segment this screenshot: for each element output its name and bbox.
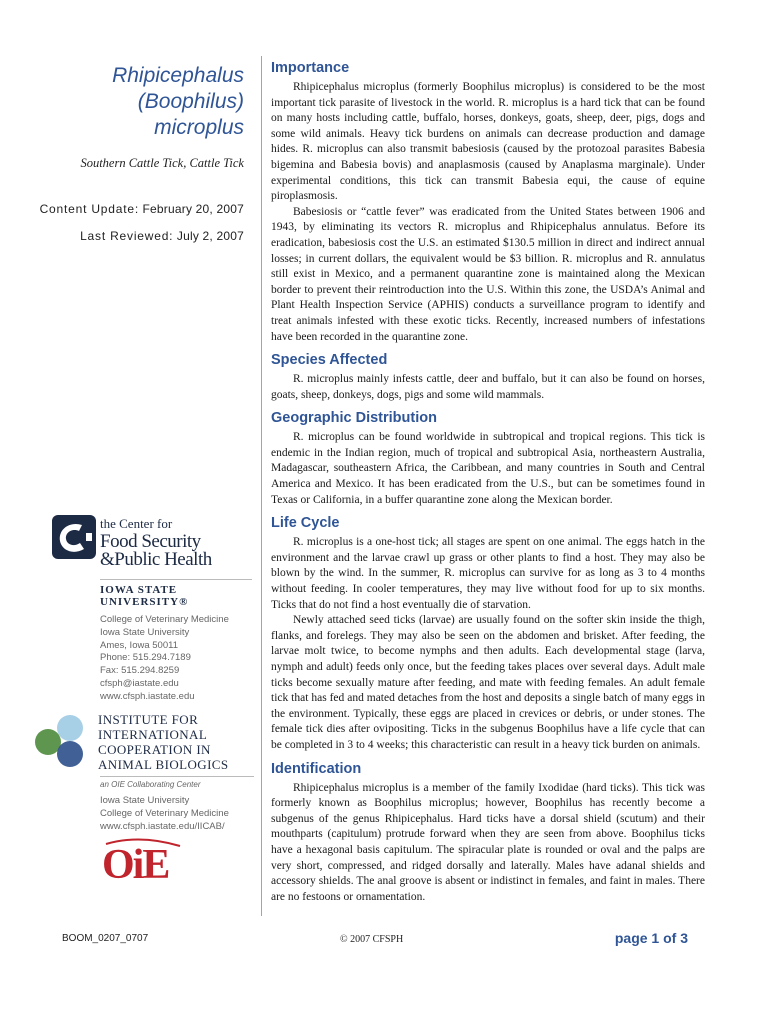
content-update-label: Content Update: [39, 202, 139, 216]
address-line[interactable]: cfsph@iastate.edu [100, 677, 179, 689]
copyright: © 2007 CFSPH [340, 934, 404, 945]
address-line: Ames, Iowa 50011 [100, 639, 178, 651]
page-title [14, 63, 244, 141]
last-reviewed [0, 229, 244, 243]
paragraph: R. microplus can be found worldwide in subtropical and tropical regions. This tick is endemic in the Indian region, much of tropical and subtropical Asia, northeastern Australia, Madagascar, southeastern Africa, the Caribbean, and many countries in South and Central America and Mexico. It has been eradicated from the U.S., but can be sometimes found in Texas or California, in a buffer quarantine zone along the Mexican border. [271, 431, 705, 506]
address-line: College of Veterinary Medicine [100, 614, 229, 625]
address-line: Iowa State University [100, 626, 190, 638]
icab-name-line: ANIMAL BIOLOGICS [98, 757, 229, 772]
cfsph-name-line: &Public Health [100, 549, 212, 570]
left-column [0, 0, 258, 1024]
cfsph-name-line: Food Security [100, 531, 201, 552]
title-line: (Boophilus) [137, 90, 244, 113]
section-heading: Identification [271, 760, 362, 777]
section-heading: Importance [271, 60, 350, 76]
address-line[interactable]: www.cfsph.iastate.edu [100, 690, 195, 702]
address-line: Fax: 515.294.8259 [100, 665, 180, 677]
section-importance [271, 60, 705, 345]
cfsph-logo [52, 515, 252, 569]
column-divider [261, 56, 262, 916]
main-content [271, 60, 705, 912]
page-number: page 1 of 3 [614, 930, 688, 946]
section-life-cycle [271, 515, 705, 753]
common-names: Southern Cattle Tick, Cattle Tick [80, 156, 244, 170]
content-update [0, 202, 244, 216]
document-code: BOOM_0207_0707 [62, 933, 149, 944]
paragraph: Rhipicephalus microplus is a member of the family Ixodidae (hard ticks). This tick was formerly known as Boophilus microplus; however, Boophilus has recently become a subgenus of the genus Rhipicephalus. Hard ticks have a dorsal shield (scutum) and their mouthparts (capitulum) protrude forward when they are seen from above. Boophilus ticks have a hexagonal basis capitulum. The spiracular plate is rounded or oval and the palps are very short, compressed, and ridged dorsally and laterally. Males have adanal shields and accessory shields. The anal groove is absent or indistinct in females, and faint in males. There are no festoons or ornamentation. [271, 781, 705, 903]
address-line: Iowa State University [100, 795, 190, 806]
oie-logo-icon [100, 838, 200, 888]
icab-name-line: INSTITUTE FOR [98, 712, 199, 727]
icab-address [100, 795, 254, 833]
title-line: Rhipicephalus [112, 64, 244, 87]
last-reviewed-date: July 2, 2007 [176, 229, 244, 243]
address-line: Phone: 515.294.7189 [100, 652, 191, 664]
paragraph: R. microplus is a one-host tick; all stages are spent on one animal. The eggs hatch in the environment and the larvae crawl up grass or other plants to find a host. They may also be blown by the wind. In the summer, R. microplus can survive for as long as 3 to 4 months without feeding. In cooler temperatures, they may live without food for up to six months. Ticks that do not find a host eventually die of starvation. [271, 536, 705, 611]
section-heading: Life Cycle [271, 515, 340, 532]
oie-collab-note: an OIE Collaborating Center [100, 776, 254, 789]
icab-circles-icon [34, 712, 88, 770]
content-update-date: February 20, 2007 [142, 202, 244, 216]
icab-name-line: COOPERATION IN [98, 742, 211, 757]
paragraph: Newly attached seed ticks (larvae) are usually found on the softer skin inside the thigh, flanks, and forelegs. They may also be seen on the abdomen and brisket. After feeding, the larvae molt twice, to become nymphs and then adults. Each developmental stage (larva, nymph and adult) feeds only once, but the feeding takes places over several days. Adult male ticks become sexually mature after feeding, and mate with feeding females. An adult female tick that has fed and mated detaches from the host and deposits a single batch of many eggs in the environment. Typically, these eggs are placed in crevices or debris, or under stones. The female tick dies after ovipositing. Ticks in the subgenus Boophilus have a life cycle that can be completed in 3 to 4 weeks; this characteristic can result in a heavy tick burden on animals. [271, 614, 705, 751]
section-identification [271, 761, 705, 906]
icab-logo [34, 712, 254, 772]
icab-block [34, 712, 254, 833]
address-line: College of Veterinary Medicine [100, 807, 229, 819]
last-reviewed-label: Last Reviewed: [80, 229, 174, 243]
title-line: microplus [154, 116, 244, 139]
section-heading: Geographic Distribution [271, 410, 437, 427]
cfsph-name-line: the Center for [100, 516, 173, 531]
university-name: IOWA STATE UNIVERSITY® [100, 579, 252, 608]
section-species-affected [271, 352, 705, 403]
address-line[interactable]: www.cfsph.iastate.edu/IICAB/ [100, 820, 225, 832]
paragraph: Rhipicephalus microplus (formerly Boophilus microplus) is considered to be the most important tick parasite of livestock in the world. R. microplus is a hard tick that can be found on many hosts including cattle, buffalo, horses, donkeys, goats, sheep, deer, pigs, dogs and some wild animals. Heavy tick burdens on animals can decrease production and damage hides. R. microplus can also transmit babesiosis (caused by the protozoal parasites Babesia bigemina and Babesia bovis) and anaplasmosis (caused by Anaplasma marginale). Under experimental conditions, this tick can transmit Babesia equi, the cause of equine piroplasmosis. [271, 81, 705, 203]
oie-logo-text: OiE [102, 842, 169, 888]
cfsph-block [52, 515, 252, 704]
icab-name-line: INTERNATIONAL [98, 727, 208, 742]
section-geographic-distribution [271, 410, 705, 508]
cfsph-address [100, 614, 252, 704]
paragraph: Babesiosis or “cattle fever” was eradicated from the United States between 1906 and 1943, by eliminating its vectors R. microplus and Rhipicephalus annulatus. Before its eradication, babesiosis cost the U.S. an estimated $130.5 million in direct and indirect annual losses; in current dollars, the equivalent would be $3 billion. R. microplus and R. annulatus still exist in Mexico, and a permanent quarantine zone is maintained along the Mexican border to prevent their reintroduction into the U.S. Within this zone, the USDA’s Animal and Plant Health Inspection Service (APHIS) conducts a surveillance program to identify and treat animals infested with these exotic ticks. Recently, increased numbers of infestations have been recorded in the quarantine zone. [271, 205, 705, 343]
cfsph-mark-icon [52, 515, 96, 559]
paragraph: R. microplus mainly infests cattle, deer and buffalo, but it can also be found on horses, goats, sheep, donkeys, dogs, pigs and some wild mammals. [271, 373, 705, 401]
section-heading: Species Affected [271, 352, 388, 369]
